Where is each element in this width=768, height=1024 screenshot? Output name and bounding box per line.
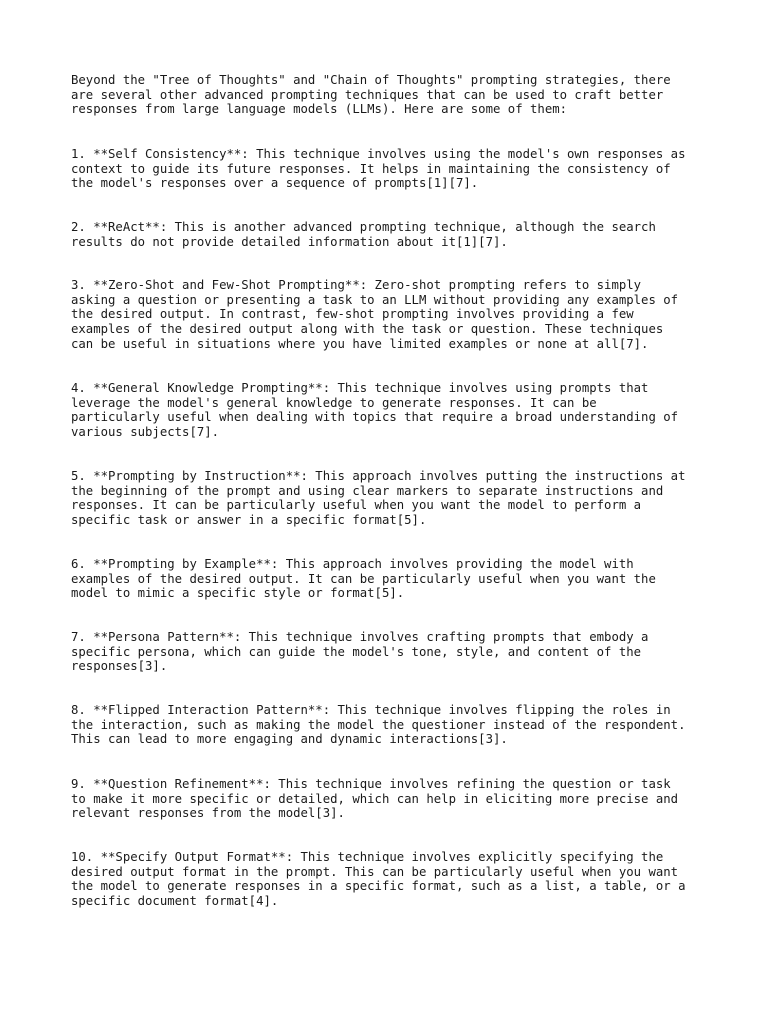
list-item-react: 2. **ReAct**: This is another advanced prompting technique, although the search results do not provide detailed information about it[1][7]. <box>71 220 656 249</box>
list-item-question-refinement: 9. **Question Refinement**: This technique involves refining the question or task to make it more specific or detailed, which can help in eliciting more precise and relevant responses from the model[3]. <box>71 777 679 821</box>
list-item-persona-pattern: 7. **Persona Pattern**: This technique involves crafting prompts that embody a specific persona, which can guide the model's tone, style, and content of the responses[3]. <box>71 630 649 674</box>
list-item-general-knowledge: 4. **General Knowledge Prompting**: This technique involves using prompts that leverage the model's general knowledge to generate responses. It can be particularly useful when dealing with topics that require a broad understanding of various subjects[7]. <box>71 381 679 440</box>
list-item-prompting-by-example: 6. **Prompting by Example**: This approach involves providing the model with examples of the desired output. It can be particularly useful when you want the model to mimic a specific style or format[5]. <box>71 557 656 601</box>
list-item-zero-few-shot: 3. **Zero-Shot and Few-Shot Prompting**: Zero-shot prompting refers to simply asking a question or presenting a task to an LLM without providing any examples of the desired output. In contrast, few-shot prompting involves providing a few examples of the desired output along with the task or question. These techniques can be useful in situations where you have limited examples or none at all[7]. <box>71 278 679 351</box>
list-item-specify-output-format: 10. **Specify Output Format**: This technique involves explicitly specifying the desired output format in the prompt. This can be particularly useful when you want the model to generate responses in a specific format, such as a list, a table, or a specific document format[4]. <box>71 850 686 909</box>
list-item-flipped-interaction: 8. **Flipped Interaction Pattern**: This technique involves flipping the roles in the interaction, such as making the model the questioner instead of the respondent. This can lead to more engaging and dynamic interactions[3]. <box>71 703 686 747</box>
list-item-prompting-by-instruction: 5. **Prompting by Instruction**: This approach involves putting the instructions at the beginning of the prompt and using clear markers to separate instructions and responses. It can be particularly useful when you want the model to perform a specific task or answer in a specific format[5]. <box>71 469 686 528</box>
intro-paragraph: Beyond the "Tree of Thoughts" and "Chain of Thoughts" prompting strategies, there are several other advanced prompting techniques that can be used to craft better responses from large language models (LLMs). Here are some of them: <box>71 73 671 117</box>
list-item-self-consistency: 1. **Self Consistency**: This technique involves using the model's own responses as context to guide its future responses. It helps in maintaining the consistency of the model's responses over a sequence of prompts[1][7]. <box>71 147 686 191</box>
